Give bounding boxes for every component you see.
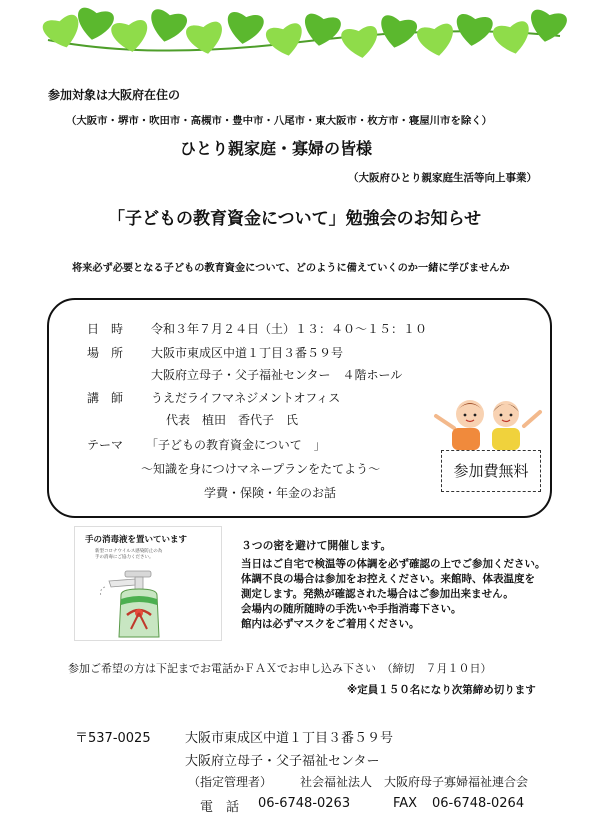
date-value: 令和３年７月２４日（土）１３：４０～１５：１０ [151,322,428,336]
audience: ひとり親家庭・寡婦の皆様 [180,139,373,158]
covid-line-3: 測定します。発熱が確認された場合はご参加出来ません。 [241,588,514,600]
fax-number: 06-6748-0264 [432,796,525,811]
leaf-icon [527,9,568,45]
lecturer-label: 講 師 [87,391,124,405]
leaf-vine-decoration [0,0,612,70]
sanitizer-bottle-icon [95,565,205,641]
leaf-icon [41,13,84,52]
leaf-icon [377,14,419,51]
covid-heading: ３つの密を避けて開催します。 [241,539,392,552]
covid-line-4: 会場内の随所随時の手洗いや手指消毒下さい。 [241,603,462,615]
exclusions: （大阪市・堺市・吹田市・高槻市・豊中市・八尾市・東大阪市・枚方市・寝屋川市を除く） [66,115,493,127]
lecturer-line2: 代表 植田 香代子 氏 [166,413,299,427]
covid-line-2: 体調不良の場合は参加をお控えください。来館時、体表温度を [241,573,535,585]
children-illustration [428,392,548,452]
contact-address: 大阪市東成区中道１丁目３番５９号 [185,731,394,746]
leaf-icon [454,13,494,48]
covid-line-5: 館内は必ずマスクをご着用ください。 [241,618,420,630]
poster-note-line2: 手の消毒にご協力ください。 [95,555,154,560]
manager-label: （指定管理者） [188,775,273,789]
leaf-icon [74,7,115,43]
theme-line2: ～知識を身につけマネープランをたてよう～ [141,462,381,476]
page-title: 「子どもの教育資金について」勉強会のお知らせ [108,209,482,229]
leaf-icon [416,23,457,59]
leaf-icon [301,13,342,49]
leaf-icon [185,21,226,57]
leaf-icon [265,22,307,59]
sanitizer-poster [74,526,222,641]
phone-label: 電 話 [200,800,240,815]
date-label: 日 時 [87,322,124,336]
apply-line: 参加ご希望の方は下記までお電話かＦＡＸでお申し込み下さい （締切 ７月１０日） [68,662,492,675]
place-line1: 大阪市東成区中道１丁目３番５９号 [151,346,344,360]
poster-heading: 手の消毒液を置いています [85,535,188,545]
leaf-icon [492,20,534,57]
poster-note-line1: 新型コロナウイルス感染防止の為 [95,549,163,554]
phone-number: 06-6748-0263 [258,796,351,811]
lead-text: 将来必ず必要となる子どもの教育資金について、どのように備えていくのか一緒に学びませんか [72,263,510,274]
leaf-icon [340,25,380,60]
postal-code: 〒537-0025 [75,731,151,746]
project-name: （大阪府ひとり親家庭生活等向上事業） [348,172,537,184]
fee-badge: 参加費無料 [441,450,541,492]
contact-org: 大阪府立母子・父子福祉センター [185,754,380,769]
target-line: 参加対象は大阪府在住の [48,88,181,102]
theme-line1: 「子どもの教育資金について 」 [146,438,326,452]
manager-name: 社会福祉法人 大阪府母子寡婦福祉連合会 [300,775,529,789]
capacity-note: ※定員１５０名になり次第締め切ります [347,684,536,696]
place-label: 場 所 [87,346,124,360]
leaf-icon [147,8,189,45]
place-line2: 大阪府立母子・父子福祉センター ４階ホール [151,368,403,382]
leaf-icon [225,11,265,46]
covid-line-1: 当日はご自宅で検温等の体調を必ず確認の上でご参加ください。 [241,558,546,570]
theme-label: テーマ [87,438,124,452]
fax-label: FAX [393,796,418,811]
lecturer-line1: うえだライフマネジメントオフィス [151,391,341,405]
poster-note [95,549,215,561]
theme-line3: 学費・保険・年金のお話 [204,486,337,500]
